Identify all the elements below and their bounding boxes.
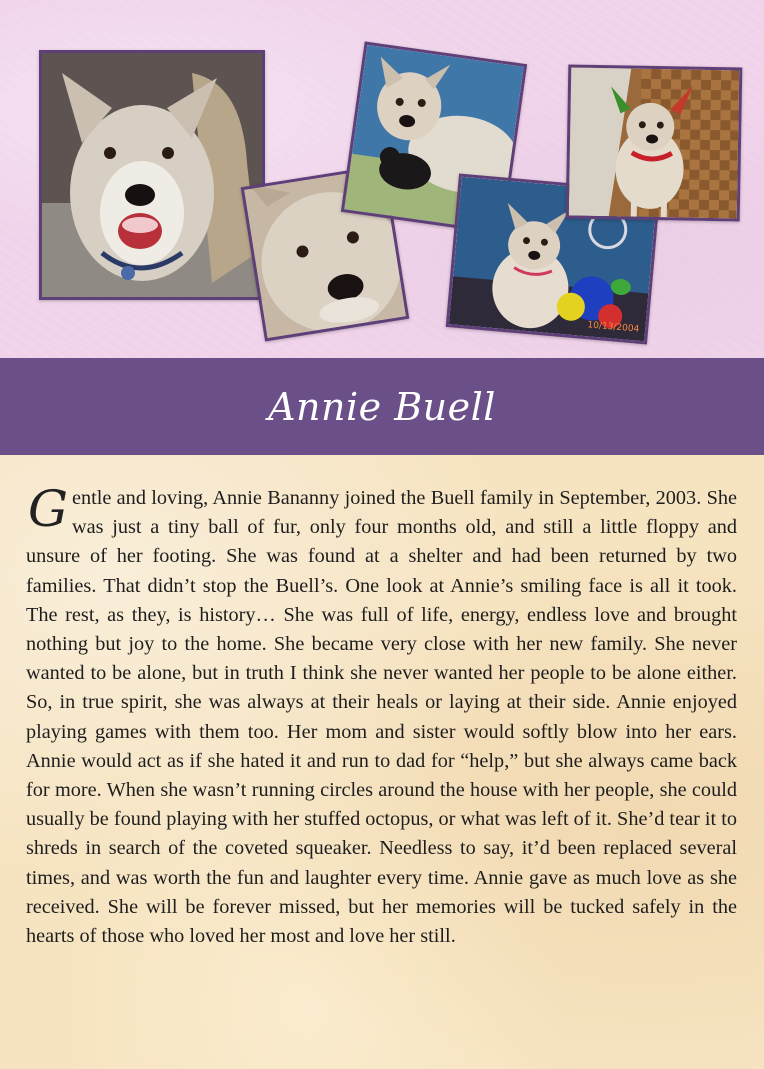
photo-annie-antlers <box>566 64 743 221</box>
photo-collage-area <box>0 0 764 358</box>
photo-date-stamp: 10/13/2004 <box>587 320 640 335</box>
photo-annie-smiling <box>39 50 265 300</box>
story-text: entle and loving, Annie Bananny joined the Buell family in September, 2003. She was just a tiny ball of fur, only four months old, and still a little floppy and unsure of her footing. She was found at a shelter and had been returned by two families. That didn’t stop the Buell’s. One look at Annie’s smiling face is all it took. The rest, as they, is history… She was full of life, energy, endless love and brought nothing but joy to the home. She became very close with her new family. She never wanted to be alone, but in truth I think she never wanted her people to be alone either. So, in true spirit, she was always at their heals or laying at their side. Annie enjoyed playing games with them too. Her mom and sister would softly blow into her ears. Annie would act as if she hated it and run to dad for “help,” but she always came back for more. When she wasn’t running circles around the house with her people, she could usually be found playing with her stuffed octopus, or what was left of it. She’d tear it to shreds in search of the coveted squeaker. Needless to say, it’d been replaced several times, and was worth the fun and laughter every time. Annie gave as much love as she received. She will be forever missed, but her memories will be tucked safely in the hearts of those who loved her most and love her still. <box>26 487 738 948</box>
memorial-story <box>26 480 738 951</box>
title-banner <box>0 358 764 455</box>
page-title: Annie Buell <box>268 384 496 429</box>
drop-cap: G <box>28 480 68 538</box>
